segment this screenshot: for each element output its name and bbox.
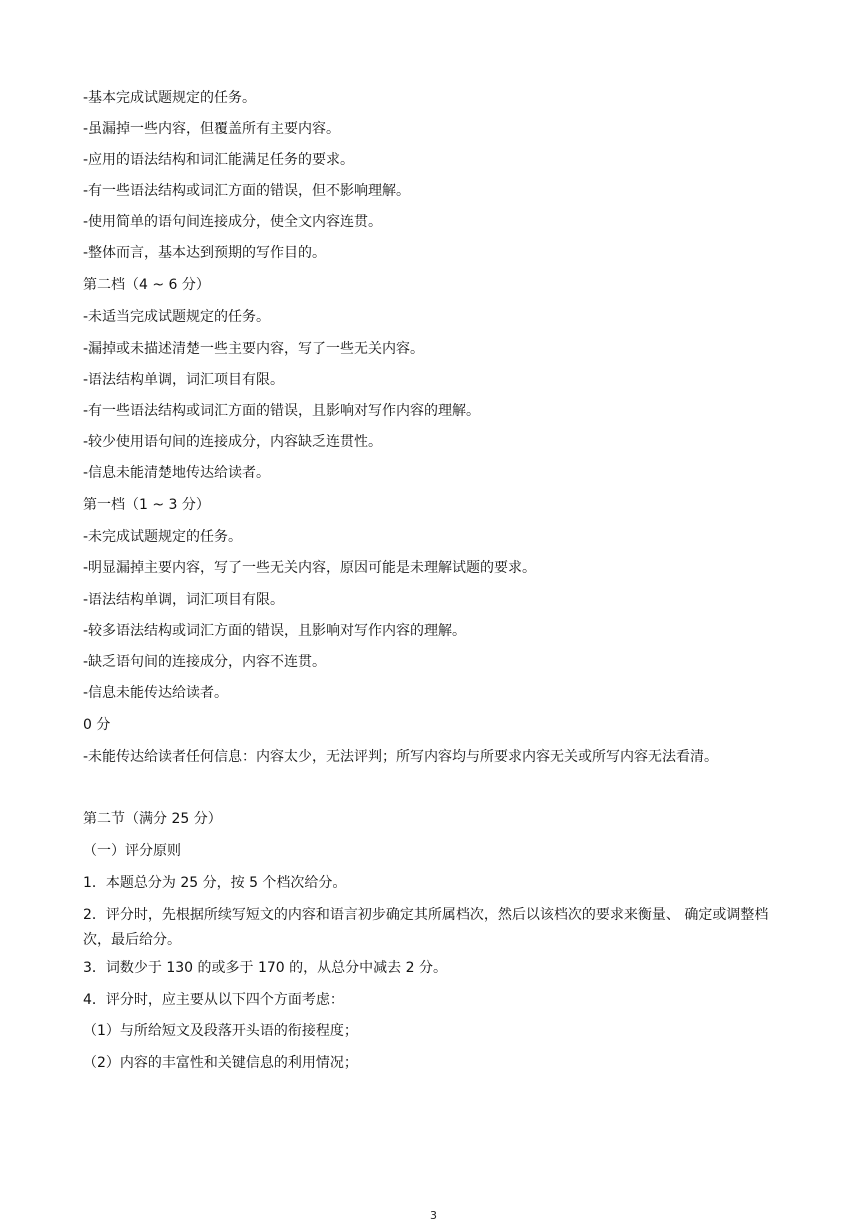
criterion-line: -基本完成试题规定的任务。: [83, 90, 257, 106]
criterion-line: -语法结构单调，词汇项目有限。: [83, 372, 285, 388]
subsection-heading: （一）评分原则: [83, 843, 181, 859]
rule-item: 2．评分时，先根据所续写短文的内容和语言初步确定其所属档次，然后以该档次的要求来衡量、 确定或调整档次，最后给分。: [83, 907, 769, 948]
criterion-line: -漏掉或未描述清楚一些主要内容，写了一些无关内容。: [83, 341, 425, 357]
section-heading: 第二节（满分 25 分）: [83, 811, 222, 827]
criterion-line: -有一些语法结构或词汇方面的错误，且影响对写作内容的理解。: [83, 403, 481, 419]
criterion-line: -应用的语法结构和词汇能满足任务的要求。: [83, 152, 355, 168]
criterion-line: -整体而言，基本达到预期的写作目的。: [83, 245, 327, 261]
rule-item: 3．词数少于 130 的或多于 170 的，从总分中减去 2 分。: [83, 960, 447, 976]
criterion-line: -未完成试题规定的任务。: [83, 529, 243, 545]
rule-subitem: （2）内容的丰富性和关键信息的利用情况；: [83, 1055, 358, 1071]
criterion-line: -较多语法结构或词汇方面的错误，且影响对写作内容的理解。: [83, 623, 467, 639]
criterion-line: -有一些语法结构或词汇方面的错误，但不影响理解。: [83, 183, 411, 199]
criterion-line: -信息未能传达给读者。: [83, 685, 229, 701]
criterion-line: -缺乏语句间的连接成分，内容不连贯。: [83, 654, 327, 670]
level-heading: 第二档（4 ~ 6 分）: [83, 277, 210, 293]
criterion-line: -语法结构单调，词汇项目有限。: [83, 592, 285, 608]
criterion-line: -使用简单的语句间连接成分，使全文内容连贯。: [83, 214, 383, 230]
criterion-line: -未适当完成试题规定的任务。: [83, 309, 271, 325]
page-number: 3: [430, 1209, 437, 1222]
level-heading: 第一档（1 ~ 3 分）: [83, 497, 210, 513]
rule-subitem: （1）与所给短文及段落开头语的衔接程度；: [83, 1023, 358, 1039]
criterion-line: -未能传达给读者任何信息：内容太少，无法评判；所写内容均与所要求内容无关或所写内容无法看清。: [83, 749, 719, 765]
criterion-line: -较少使用语句间的连接成分，内容缺乏连贯性。: [83, 434, 383, 450]
rule-item: 4．评分时，应主要从以下四个方面考虑：: [83, 992, 344, 1008]
criterion-line: -虽漏掉一些内容，但覆盖所有主要内容。: [83, 121, 341, 137]
criterion-line: -明显漏掉主要内容，写了一些无关内容，原因可能是未理解试题的要求。: [83, 560, 537, 576]
rule-item: 1．本题总分为 25 分，按 5 个档次给分。: [83, 875, 347, 891]
level-heading: 0 分: [83, 717, 111, 733]
criterion-line: -信息未能清楚地传达给读者。: [83, 465, 271, 481]
